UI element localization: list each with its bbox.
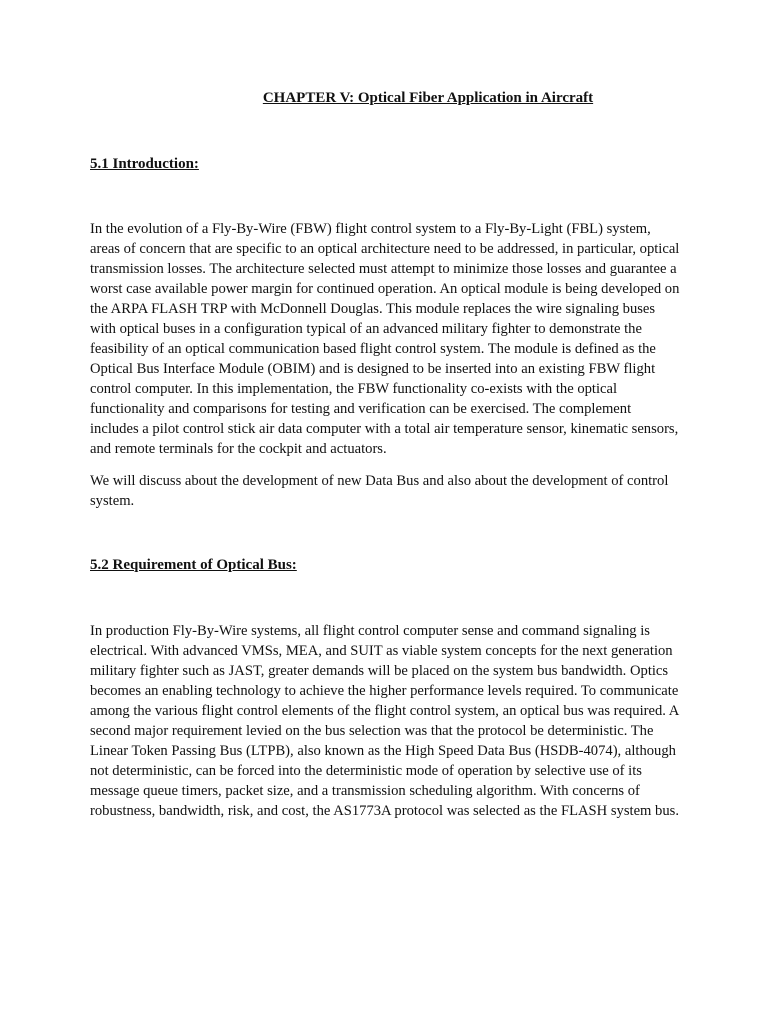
introduction-paragraph-2: We will discuss about the development of new Data Bus and also about the development of control system. [90,473,669,509]
requirement-paragraph-1: In production Fly-By-Wire systems, all flight control computer sense and command signaling is electrical. With advanced VMSs, MEA, and SUIT as viable system concepts for the next generation military fighter such as JAST, greater demands will be placed on the system bus bandwidth. Optics becomes an enabling technology to achieve the higher performance levels required. To communicate among the various flight control elements of the flight control system, an optical bus was required. A second major requirement levied on the bus selection was that the protocol be deterministic. The Linear Token Passing Bus (LTPB), also known as the High Speed Data Bus (HSDB-4074), although not deterministic, can be forced into the deterministic mode of operation by selective use of its message queue timers, packet size, and a transmission scheduling algorithm. With concerns of robustness, bandwidth, risk, and cost, the AS1773A protocol was selected as the FLASH system bus. [90,623,679,819]
section-heading-requirement-optical-bus: 5.2 Requirement of Optical Bus: [90,557,297,573]
introduction-paragraph-1: In the evolution of a Fly-By-Wire (FBW) flight control system to a Fly-By-Light (FBL) system, areas of concern that are specific to an optical architecture need to be addressed, in particular, optical transmission losses. The architecture selected must attempt to minimize those losses and guarantee a worst case available power margin for continued operation. An optical module is being developed on the ARPA FLASH TRP with McDonnell Douglas. This module replaces the wire signaling buses with optical buses in a configuration typical of an advanced military fighter to demonstrate the feasibility of an optical communication based flight control system. The module is defined as the Optical Bus Interface Module (OBIM) and is designed to be inserted into an existing FBW flight control computer. In this implementation, the FBW functionality co-exists with the optical functionality and comparisons for testing and verification can be exercised. The complement includes a pilot control stick air data computer with a total air temperature sensor, kinematic sensors, and remote terminals for the cockpit and actuators. [90,221,680,457]
section-heading-introduction: 5.1 Introduction: [90,156,199,172]
chapter-title: CHAPTER V: Optical Fiber Application in Aircraft [262,90,594,106]
